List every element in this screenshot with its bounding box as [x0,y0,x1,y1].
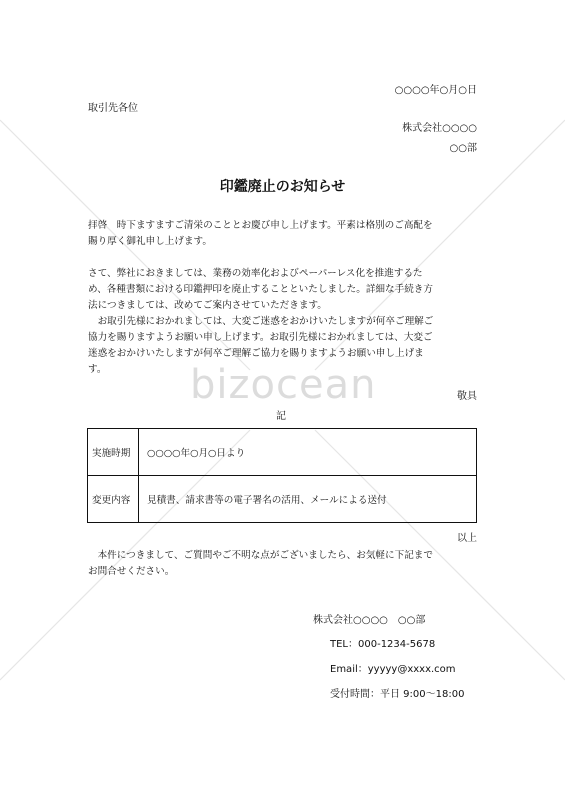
contact-tel: TEL：000-1234-5678 [330,639,436,650]
contact-company: 株式会社○○○○ ○○部 [313,615,426,626]
body-line: す。 [88,364,107,375]
body-line: お取引先様におかれましては、大変ご迷惑をおかけいたしますが何卒ご理解ご [88,316,434,327]
sender-company: 株式会社○○○○ [402,123,477,134]
ki-label: 記 [276,411,286,422]
body-line: 迷惑をおかけいたしますが何卒ご理解ご協力を賜りますようお願い申し上げま [88,348,424,359]
ijou-label: 以上 [457,533,477,544]
watermark-text: bizocean [190,362,377,408]
table-key: 実施時期 [88,429,139,476]
sender-dept: ○○部 [449,143,477,154]
details-table [87,428,477,523]
contact-email: Email：yyyyy@xxxx.com [330,664,456,675]
table-row [88,429,477,476]
contact-hours: 受付時間：平日 9:00～18:00 [330,689,465,700]
recipient: 取引先各位 [88,103,138,114]
document-title: 印鑑廃止のお知らせ [219,179,346,195]
note-text [88,548,478,580]
note-line: 本件につきまして、ご質問やご不明な点がございましたら、お気軽に下記まで [88,550,433,561]
greeting-line: 拝啓 時下ますますご清栄のこととお慶び申し上げます。平素は格別のご高配を [88,220,433,231]
body-line: め、各種書類における印鑑押印を廃止することといたしました。詳細な手続き方 [88,284,433,295]
body-line: さて、弊社におきましては、業務の効率化およびペーパーレス化を推進するた [88,268,423,279]
body-line: 協力を賜りますようお願い申し上げます。お取引先様におかれましては、大変ご [88,332,433,343]
body-line: 法につきましては、改めてご案内させていただきます。 [88,300,327,311]
closing-keigu: 敬具 [457,391,477,402]
table-row [88,476,477,523]
body-text [88,266,478,378]
greeting-line: 賜り厚く御礼申し上げます。 [88,236,212,247]
note-line: お問合せください。 [88,566,175,577]
table-value: 見積書、請求書等の電子署名の活用、メールによる送付 [139,476,477,523]
greeting [88,218,478,250]
table-value: ○○○○年○月○日より [139,429,477,476]
table-key: 変更内容 [88,476,139,523]
document-date: ○○○○年○月○日 [394,85,477,96]
